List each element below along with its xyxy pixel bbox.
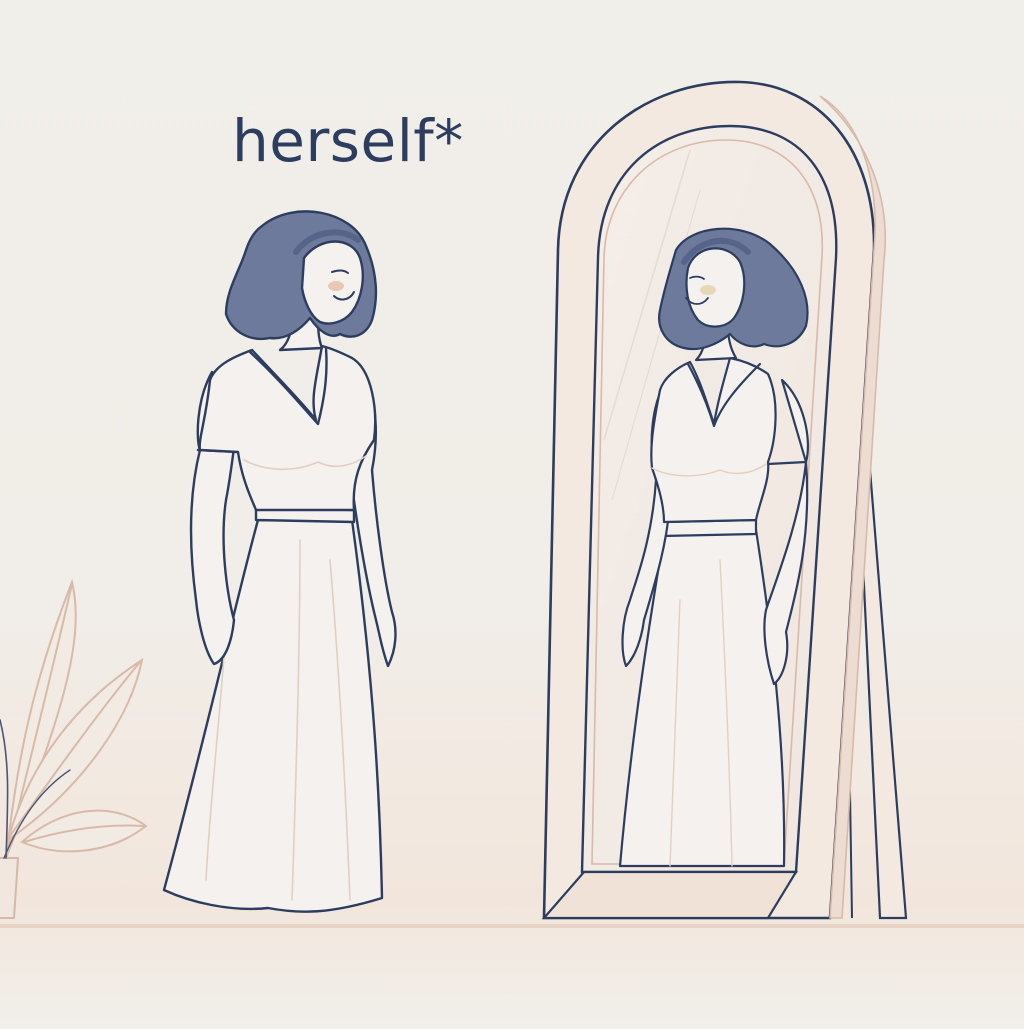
caption-text: herself*	[232, 107, 464, 175]
